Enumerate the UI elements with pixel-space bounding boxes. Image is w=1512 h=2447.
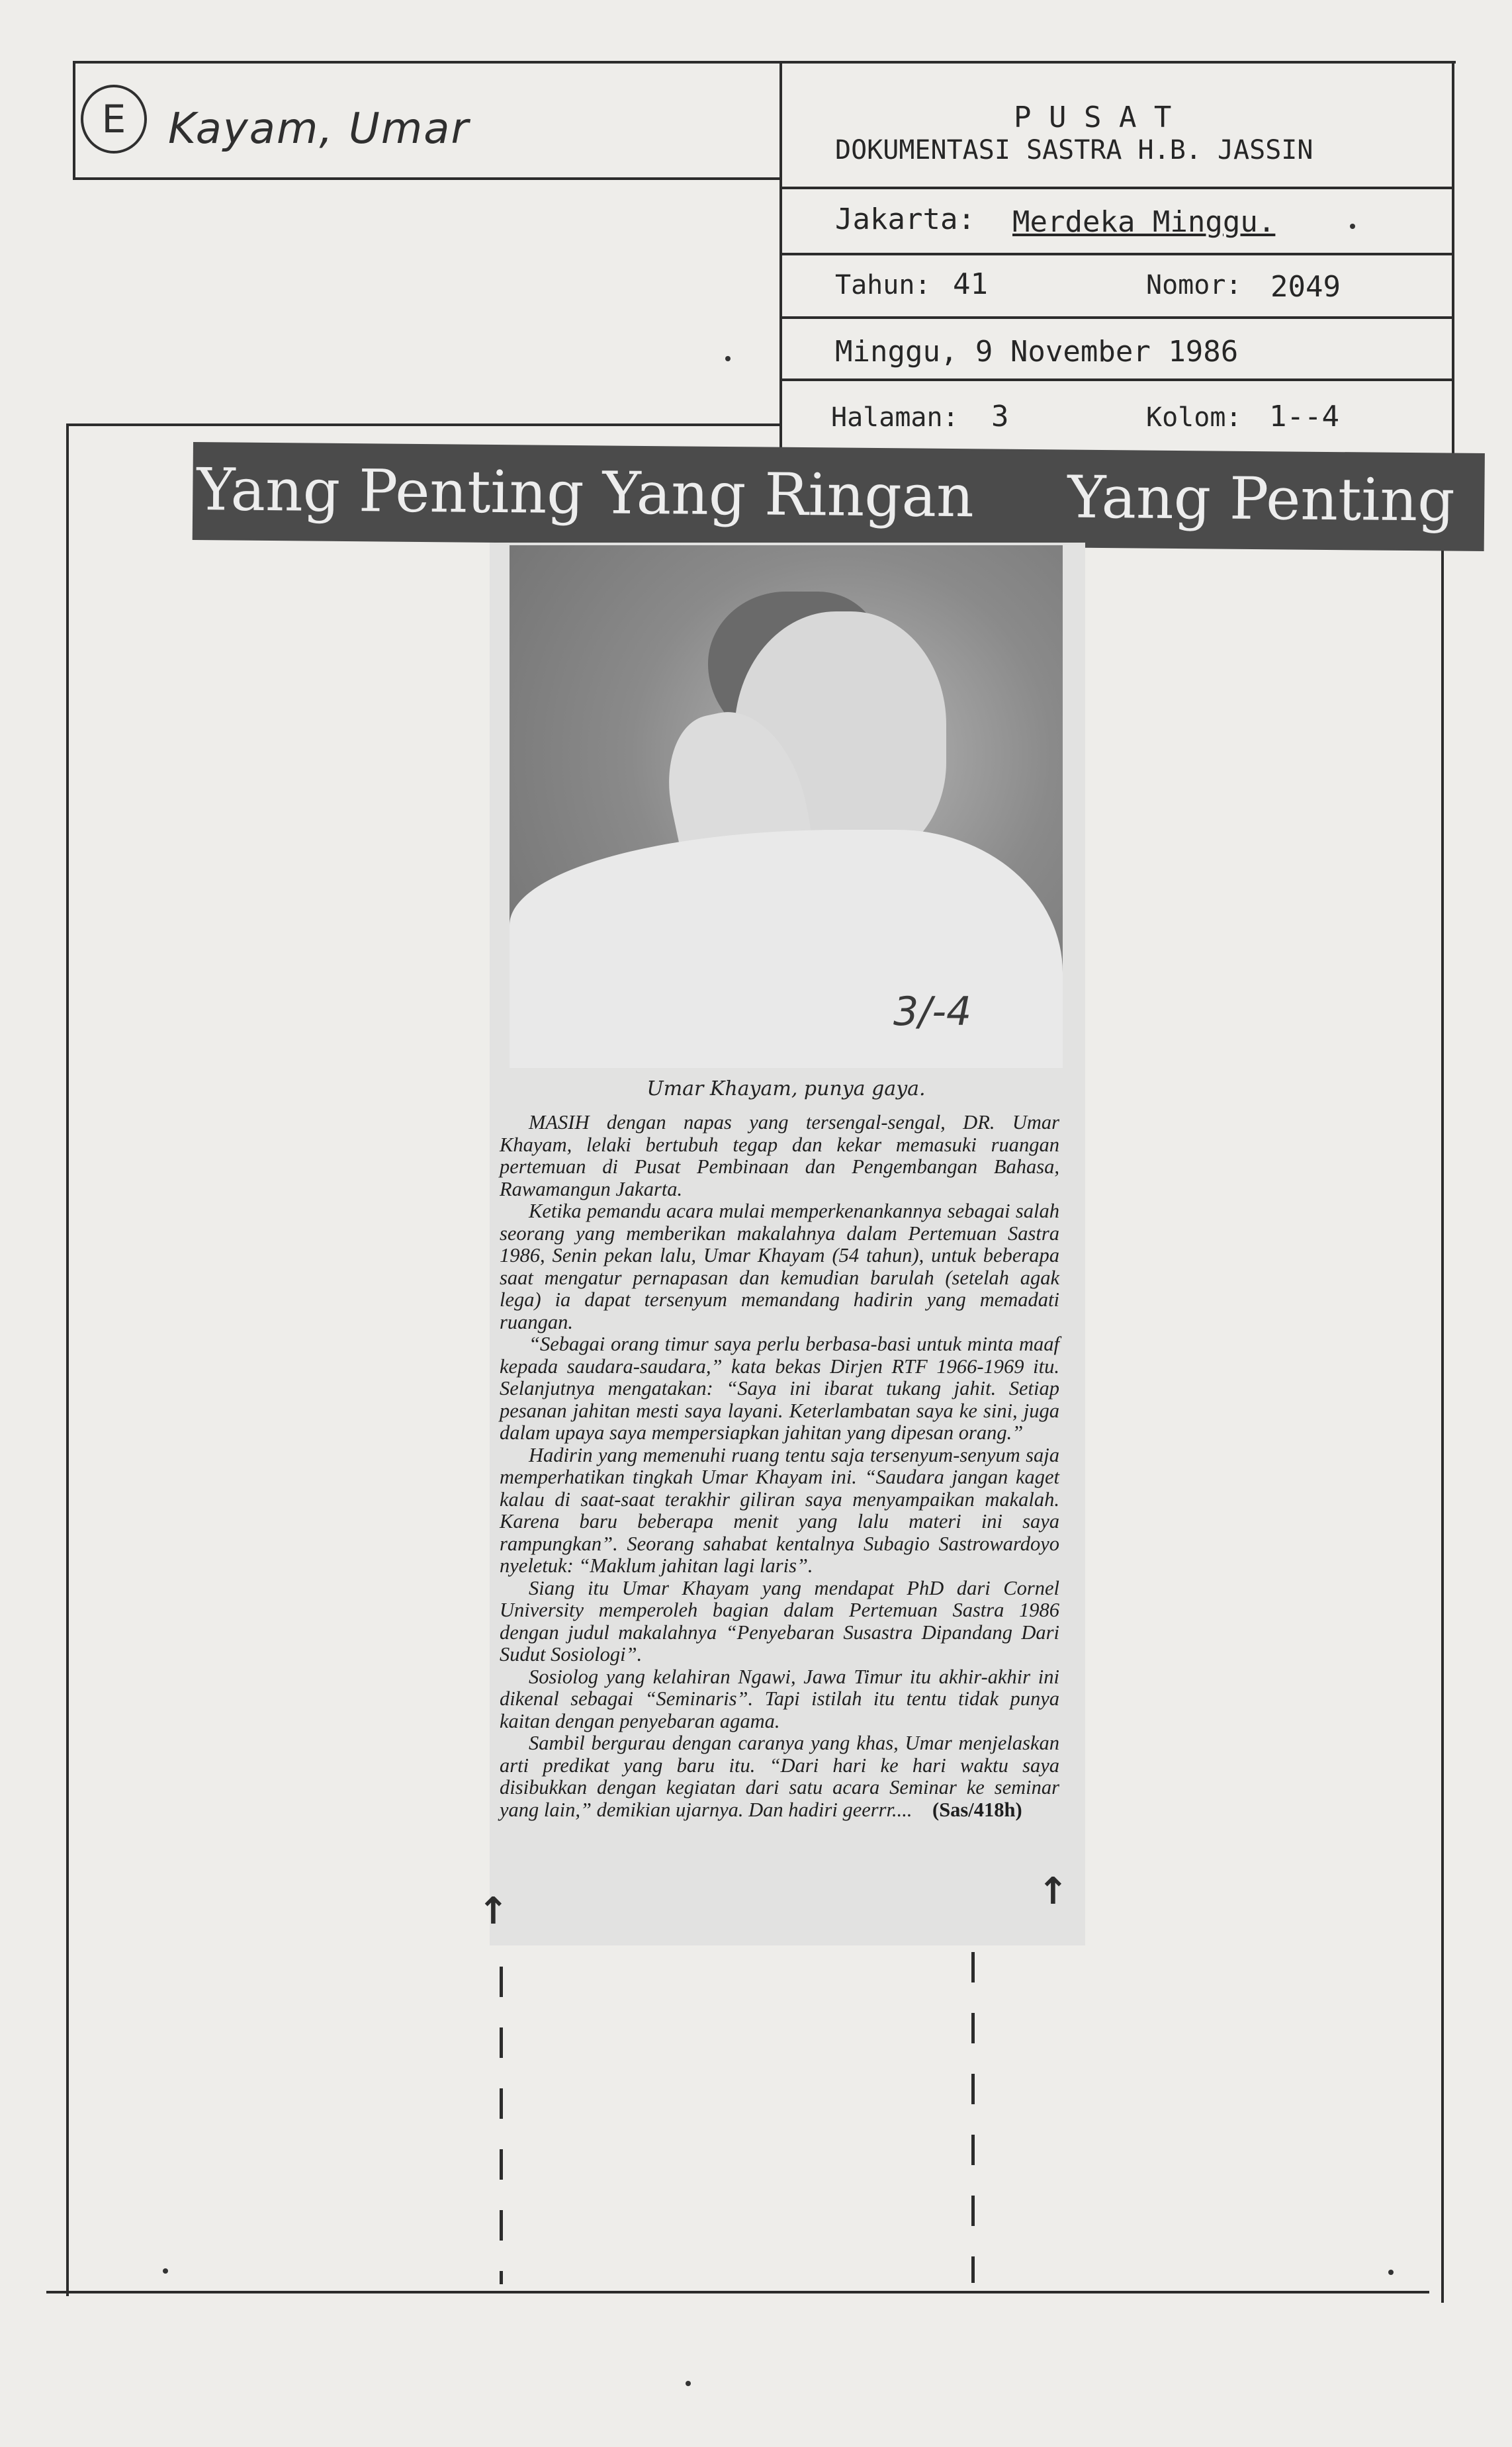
card-subject-underline [73,177,782,180]
row-line-1 [779,187,1454,189]
row-line-4 [779,378,1454,381]
fold-guide-right [971,1952,975,2283]
rubric-banner [193,442,1485,551]
rubric-title-right: Yang Penting [1067,463,1455,535]
portrait-photo [510,545,1063,1068]
row-line-2 [779,253,1454,255]
article-paragraph-7-text: Sambil bergurau dengan caranya yang khas, Umar menjelaskan arti predikat yang baru itu. “Dari hari ke hari waktu saya disibukkan dengan kegiatan dari satu acara Seminar ke seminar yang lain,” demikian ujarnya. Dan hadiri geerrr.... [500,1732,1059,1821]
article-paragraph-6: Sosiolog yang kelahiran Ngawi, Jawa Timur itu akhir-akhir ini dikenal sebagai “Seminaris”. Tapi istilah itu tentu tidak punya kaitan dengan penyebaran agama. [500,1665,1059,1732]
institution-line-1: P U S A T [1014,101,1172,134]
speck [686,2381,691,2386]
article-body [500,1112,1059,1821]
article-byline: (Sas/418h) [932,1798,1022,1821]
article-paragraph-3: “Sebagai orang timur saya perlu berbasa-basi untuk minta maaf kepada saudara-saudara,” kata bekas Dirjen RTF 1966-1969 itu. Selanjutnya mengatakan: “Saya ini ibarat tukang jahit. Setiap pesanan jahitan mesti saya layani. Keterlambatan saya ke sini, juga dalam upaya saya mempersiapkan jahitan yang dipesan orang.” [500,1333,1059,1444]
number-value: 2049 [1270,270,1341,304]
fold-guide-left [500,1967,503,2284]
page-value: 3 [991,400,1009,433]
article-paragraph-1: MASIH dengan napas yang tersengal-sengal, DR. Umar Khayam, lelaki bertubuh tegap dan kekar memasuki ruangan pertemuan di Pusat Pembinaan dan Pengembangan Bahasa, Rawamangun Jakarta. [500,1111,1059,1200]
photo-caption: Umar Khayam, punya gaya. [646,1077,926,1100]
mount-top-line [67,423,782,426]
speck [725,356,731,361]
paste-mark-left-icon: ↑ [478,1890,509,1933]
year-label: Tahun: [835,270,931,300]
speck [163,2268,168,2274]
year-value: 41 [953,267,988,301]
photo-handwritten-annotation: 3/-4 [893,989,972,1035]
mount-right-line [1441,543,1444,2303]
card-top-border [73,61,1456,64]
card-left-border-top [73,61,75,180]
issue-date: Minggu, 9 November 1986 [835,335,1239,369]
category-circle [81,85,147,154]
mount-left-line [66,423,69,2296]
article-paragraph-4: Hadirin yang memenuhi ruang tentu saja tersenyum-senyum saja memperhatikan tingkah Umar Khayam ini. “Saudara jangan kaget kalau di saat-saat terakhir giliran saya menyampaikan makalah. Karena baru beberapa menit yang lalu materi ini saya rampungkan”. Seorang sahabat kentalnya Subagio Sastrowardoyo nyeletuk: “Maklum jahitan lagi laris”. [500,1443,1059,1577]
column-label: Kolom: [1146,402,1242,433]
photo-shirt-shape [510,830,1063,1068]
institution-line-2: DOKUMENTASI SASTRA H.B. JASSIN [835,135,1313,165]
category-letter: E [101,97,126,142]
article-paragraph-2: Ketika pemandu acara mulai memperkenankannya sebagai salah seorang yang memberikan makalahnya dalam Pertemuan Sastra 1986, Senin pekan lalu, Umar Khayam (54 tahun), untuk beberapa saat mengatur pernapasan dan kemudian barulah (setelah agak lega) ia dapat tersenyum memandang hadirin yang memadati ruangan. [500,1200,1059,1333]
mount-bottom-line [46,2291,1429,2293]
card-right-border [1452,61,1454,458]
speck [1350,224,1355,229]
subject-handwritten: Kayam, Umar [168,105,470,154]
article-paragraph-5: Siang itu Umar Khayam yang mendapat PhD dari Cornel University memperoleh bagian dalam Pertemuan Sastra 1986 dengan judul makalahnya “Penyebaran Susastra Dipandang Dari Sudut Sosiologi”. [500,1576,1059,1666]
rubric-title-left: Yang Penting Yang Ringan [196,455,975,531]
article-paragraph-7 [500,1732,1059,1821]
row-line-3 [779,316,1454,319]
page-label: Halaman: [831,402,959,433]
city-label: Jakarta: [835,202,975,236]
column-value: 1--4 [1269,400,1339,433]
publication-name: Merdeka Minggu. [1012,205,1276,239]
paste-mark-right-icon: ↑ [1038,1870,1069,1913]
speck [1388,2270,1394,2275]
card-divider-vertical [779,61,782,451]
number-label: Nomor: [1146,270,1242,300]
